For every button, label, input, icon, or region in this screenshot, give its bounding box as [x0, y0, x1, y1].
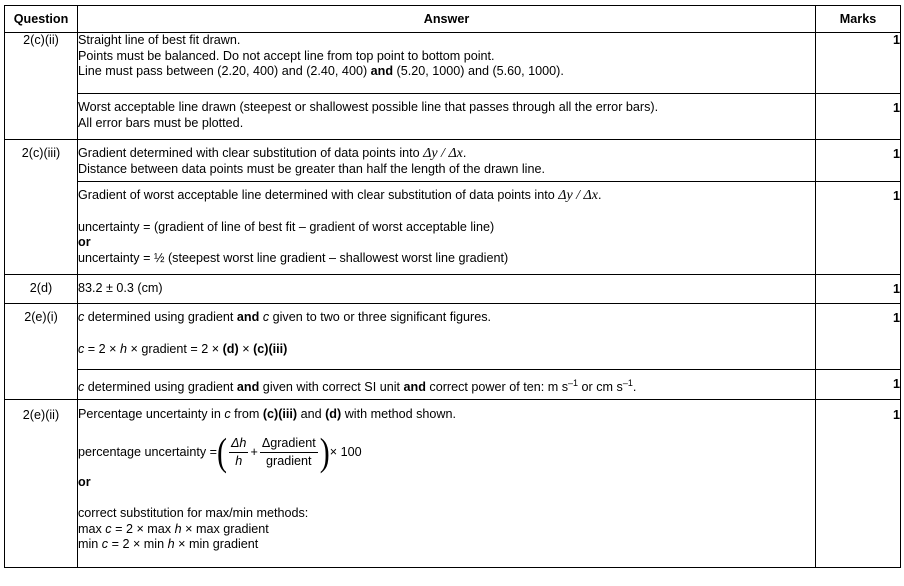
answer-line: c determined using gradient and given with correct SI unit and correct power of ten: m $s^{-1}$ or cm $s^{-1}$. — [78, 378, 637, 395]
answer-line: Distance between data points must be greater than half the length of the drawn line. — [78, 161, 545, 176]
answer-line: Worst acceptable line drawn (steepest or shallowest possible line that passes through all the error bars). — [78, 100, 659, 114]
table-row — [5, 275, 901, 304]
marks-cell: 1 — [816, 370, 901, 400]
answer-line: min c = 2 × min h × min gradient — [78, 537, 259, 551]
formula-line: c = 2 × h × gradient = 2 × (d) × (c)(iii) — [78, 341, 288, 356]
question-number: 2(e)(i) — [5, 304, 78, 400]
answer-line: Straight line of best fit drawn. — [78, 33, 241, 47]
question-number: 2(e)(ii) — [5, 400, 78, 568]
table-row — [5, 140, 901, 182]
question-number: 2(c)(iii) — [5, 140, 78, 275]
header-row — [5, 6, 901, 33]
answer-cell — [78, 94, 816, 140]
question-number: 2(c)(ii) — [5, 33, 78, 140]
table-row — [5, 304, 901, 370]
table-row — [5, 94, 901, 140]
marks-cell: 1 — [816, 275, 901, 304]
answer-cell: 83.2 ± 0.3 (cm) — [78, 275, 816, 304]
marks-cell: 1 — [816, 304, 901, 370]
answer-line: Line must pass between (2.20, 400) and (2.40, 400) and (5.20, 1000) and (5.60, 1000). — [78, 64, 564, 78]
marks-cell: 1 — [816, 140, 901, 182]
or-label: or — [78, 235, 91, 249]
table-row — [5, 400, 901, 568]
question-number: 2(d) — [5, 275, 78, 304]
answer-line: Points must be balanced. Do not accept line from top point to bottom point. — [78, 48, 495, 63]
answer-line: All error bars must be plotted. — [78, 115, 244, 130]
answer-cell — [78, 400, 816, 568]
table-row — [5, 370, 901, 400]
table-row — [5, 33, 901, 94]
answer-cell — [78, 33, 816, 94]
answer-line: Gradient determined with clear substitution of data points into Δy / Δx. — [78, 146, 467, 161]
marks-cell: 1 — [816, 182, 901, 275]
answer-line: uncertainty = ½ (steepest worst line gradient – shallowest worst line gradient) — [78, 250, 509, 265]
answer-line: Percentage uncertainty in c from (c)(iii) and (d) with method shown. — [78, 407, 457, 421]
mark-scheme-table — [4, 5, 901, 568]
answer-cell — [78, 370, 816, 400]
marks-cell: 1 — [816, 94, 901, 140]
answer-line: Gradient of worst acceptable line determined with clear substitution of data points into Δy / Δx. — [78, 188, 602, 203]
answer-cell — [78, 304, 816, 370]
header-answer: Answer — [78, 6, 816, 33]
answer-cell — [78, 182, 816, 275]
answer-line: correct substitution for max/min methods: — [78, 506, 309, 520]
percentage-uncertainty-formula: percentage uncertainty = ( $\frac{\Delta h}{h}$ + $\frac{\text{Δgradient}}{\text{gradient}}$ ) × 100 — [78, 430, 362, 474]
marks-cell: 1 — [816, 400, 901, 568]
marks-cell: 1 — [816, 33, 901, 94]
header-marks: Marks — [816, 6, 901, 33]
answer-line: uncertainty = (gradient of line of best fit – gradient of worst acceptable line) — [78, 219, 495, 234]
answer-cell — [78, 140, 816, 182]
or-label: or — [78, 474, 91, 489]
table-row — [5, 182, 901, 275]
answer-line: max c = 2 × max h × max gradient — [78, 521, 269, 536]
answer-line: c determined using gradient and c given to two or three significant figures. — [78, 310, 492, 324]
header-question: Question — [5, 6, 78, 33]
